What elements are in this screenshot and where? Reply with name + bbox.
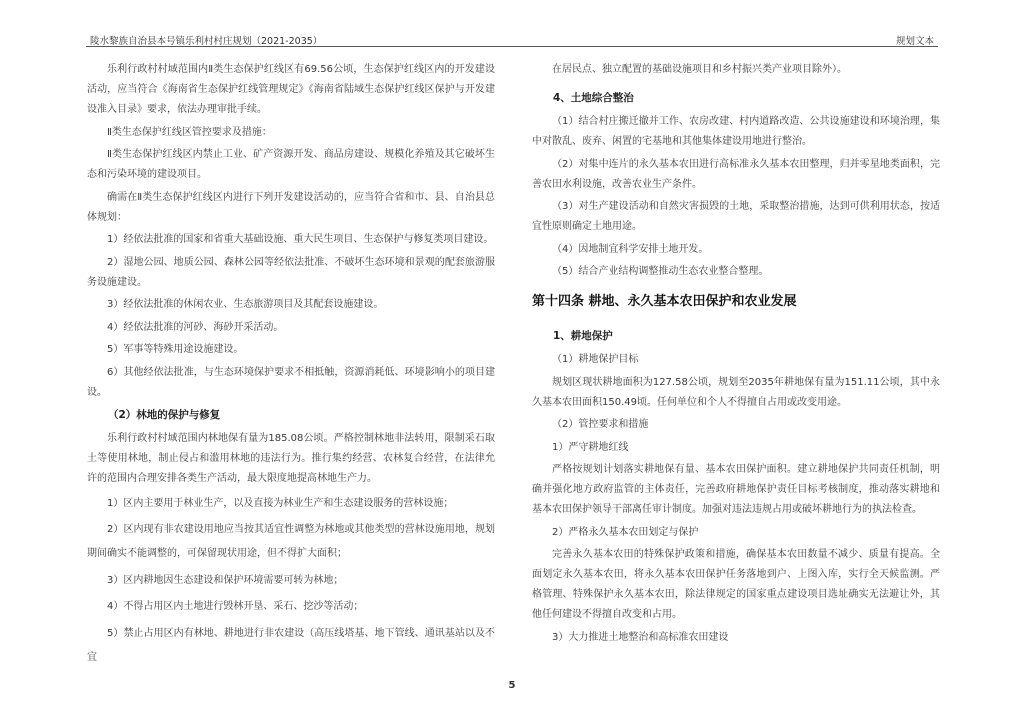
paragraph: （2）管控要求和措施	[552, 419, 649, 430]
paragraph: 4）经依法批准的河砂、海砂开采活动。	[107, 321, 284, 333]
paragraph: 1）经依法批准的国家和省重大基础设施、重大民生项目、生态保护与修复类项目建设。	[107, 234, 494, 245]
section-heading: 4、土地综合整治	[553, 92, 634, 104]
paragraph: （3）对生产建设活动和自然灾害损毁的土地，采取整治措施，达到可供利用状态，按适宜性原则确定土地用途。	[532, 201, 940, 232]
paragraph: （5）结合产业结构调整推动生态农业整合整理。	[552, 266, 769, 277]
paragraph: Ⅱ类生态保护红线区内禁止工业、矿产资源开发、商品房建设、规模化养殖及其它破坏生态和污染环境的建设项目。	[87, 149, 495, 180]
paragraph: 5）禁止占用区内有林地、耕地进行非农建设（高压线塔基、地下管线、通讯基站以及不宜	[87, 627, 495, 663]
paragraph: 1）严守耕地红线	[552, 441, 629, 453]
paragraph: 5）军事等特殊用途设施建设。	[107, 344, 244, 355]
paragraph: 严格按规划计划落实耕地保有量、基本农田保护面积。建立耕地保护共同责任机制，明确并强化地方政府监管的主体责任，完善政府耕地保护责任目标考核制度，推动落实耕地和基本农田保护领导干部离任审计制度。加强对违法违规占用或破坏耕地行为的执法检查。	[532, 464, 940, 515]
paragraph: 2）严格永久基本农田划定与保护	[552, 526, 699, 538]
page-header	[86, 27, 938, 47]
section-heading: 1、耕地保护	[553, 330, 613, 342]
page-number: 5	[508, 680, 516, 691]
right-column	[532, 60, 940, 650]
paragraph: 1）区内主要用于林业生产，以及直接为林业生产和生态建设服务的营林设施；	[107, 497, 454, 509]
paragraph: 规划区现状耕地面积为127.58公顷，规划至2035年耕地保有量为151.11公顷，其中永久基本农田面积150.49顷。任何单位和个人不得擅自占用或改变用途。	[532, 376, 940, 408]
paragraph: 6）其他经依法批准，与生态环境保护要求不相抵触，资源消耗低、环境影响小的项目建设。	[87, 366, 495, 398]
paragraph: 确需在Ⅱ类生态保护红线区内进行下列开发建设活动的，应当符合省和市、县、自治县总体规划：	[87, 191, 495, 223]
paragraph: 乐利行政村村域范围内林地保有量为185.08公顷。严格控制林地非法转用，限制采石取土等使用林地，制止侵占和滥用林地的违法行为。推行集约经营、农林复合经营，在法律允许的范围内合理安排各类生产活动，最大限度地提高林地生产力。	[87, 433, 495, 484]
paragraph: （4）因地制宜科学安排土地开发。	[552, 243, 709, 255]
paragraph: 2）区内现有非农建设用地应当按其适宜性调整为林地或其他类型的营林设施用地，规划期间确实不能调整的，可保留现状用途，但不得扩大面积；	[87, 524, 495, 559]
paragraph: （1）结合村庄搬迁撤并工作、农房改建、村内道路改造、公共设施建设和环境治理，集中对散乱、废弃、闲置的宅基地和其他集体建设用地进行整治。	[532, 116, 940, 147]
paragraph: 完善永久基本农田的特殊保护政策和措施，确保基本农田数量不减少、质量有提高。全面划定永久基本农田，将永久基本农田保护任务落地到户、上图入库，实行全天候监测。严格管理、特殊保护永久基本农田，除法律规定的国家重点建设项目选址确实无法避让外，其他任何建设不得擅自改变和占用。	[532, 549, 940, 620]
paragraph: （2）对集中连片的永久基本农田进行高标准永久基本农田整理，归并零星地类面积，完善农田水利设施，改善农业生产条件。	[532, 158, 940, 190]
section-heading: （2）林地的保护与修复	[108, 409, 221, 421]
paragraph: 3）区内耕地因生态建设和保护环境需要可转为林地；	[107, 574, 344, 586]
paragraph: 乐利行政村村域范围内Ⅱ类生态保护红线区有69.56公顷，生态保护红线区内的开发建设活动，应当符合《海南省生态保护红线管理规定》《海南省陆域生态保护红线区保护与开发建设准入目录》要求，依法办理审批手续。	[87, 64, 495, 115]
article-heading: 第十四条 耕地、永久基本农田保护和农业发展	[532, 294, 797, 309]
paragraph: 4）不得占用区内土地进行毁林开垦、采石、挖沙等活动；	[107, 601, 364, 612]
paragraph: Ⅱ类生态保护红线区管控要求及措施：	[107, 126, 272, 138]
document-title: 陵水黎族自治县本号镇乐利村村庄规划（2021-2035）	[90, 36, 323, 47]
document-type: 规划文本	[895, 36, 934, 47]
paragraph: 2）湿地公园、地质公园、森林公园等经依法批准、不破坏生态环境和景观的配套旅游服务设施建设。	[87, 256, 495, 288]
paragraph: （1）耕地保护目标	[552, 354, 639, 365]
left-column	[87, 60, 495, 672]
paragraph: 在居民点、独立配置的基础设施项目和乡村振兴类产业项目除外）。	[552, 64, 847, 75]
paragraph: 3）大力推进土地整治和高标准农田建设	[552, 631, 729, 643]
paragraph: 3）经依法批准的休闲农业、生态旅游项目及其配套设施建设。	[107, 299, 384, 310]
